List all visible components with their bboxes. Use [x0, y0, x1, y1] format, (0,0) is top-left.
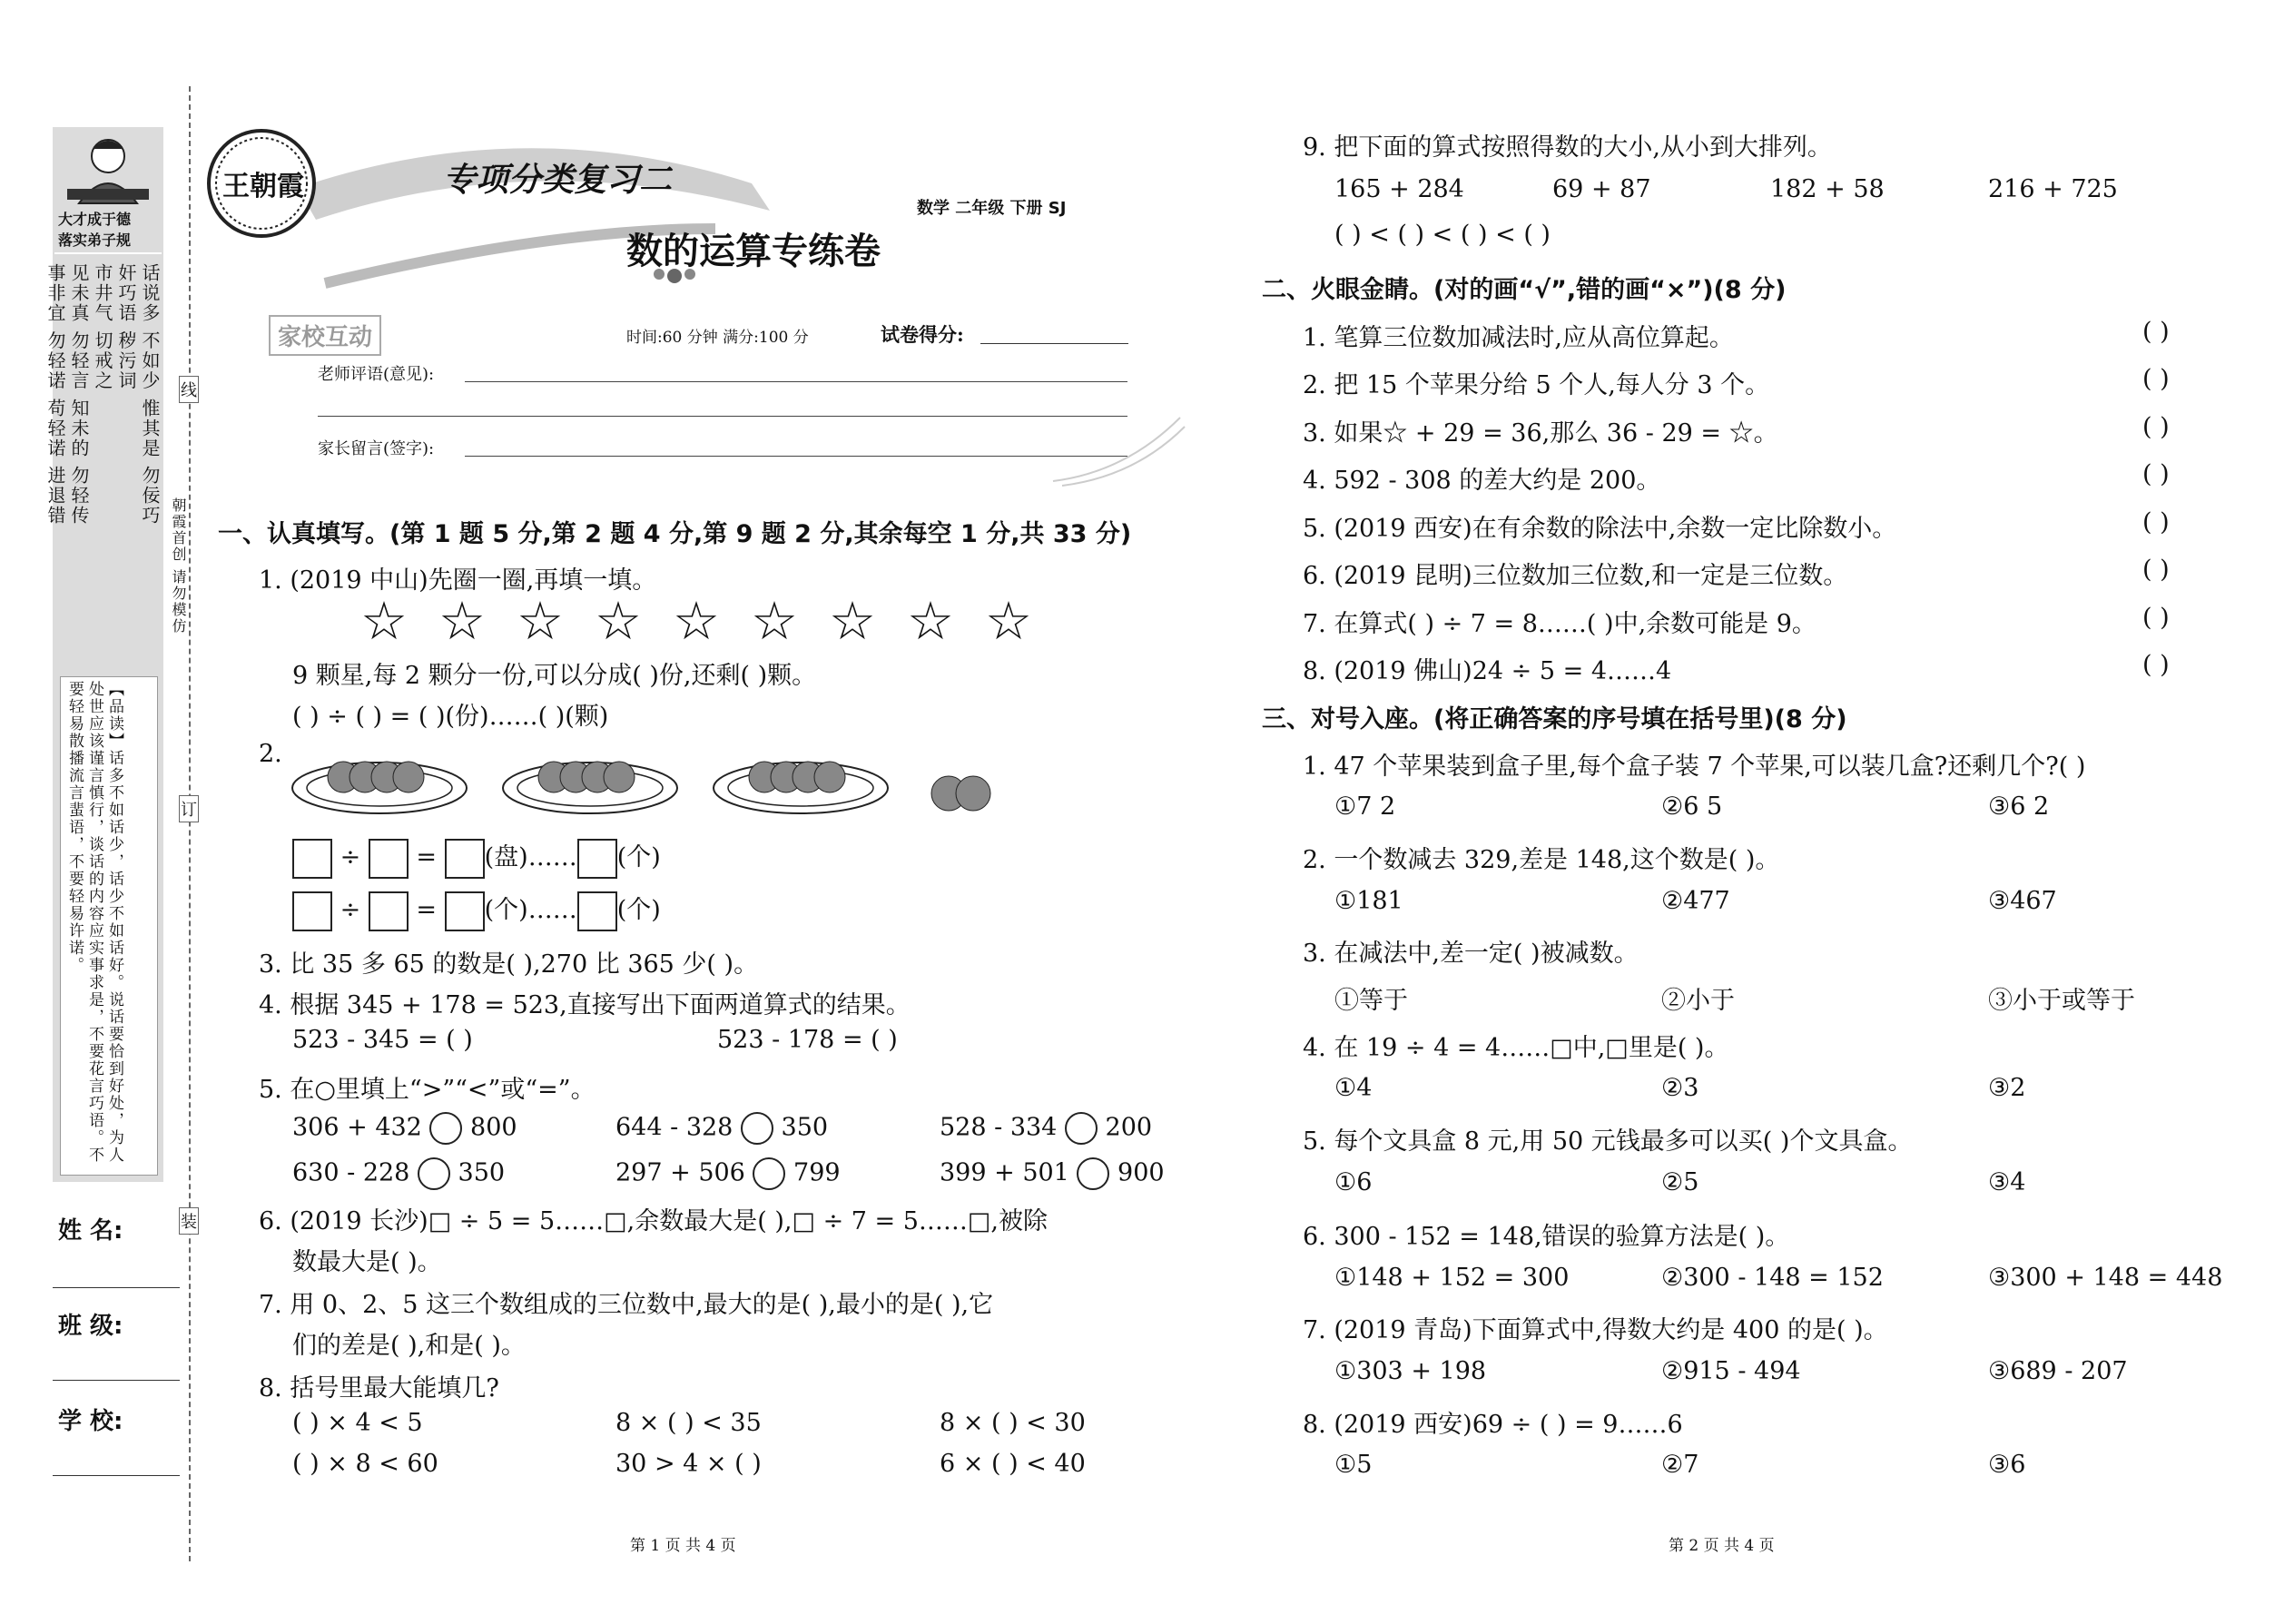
name-label: 姓 名: — [58, 1217, 123, 1245]
q9-item: 165 + 284 — [1334, 175, 1464, 203]
section-3-title: 三、对号入座。(将正确答案的序号填在括号里)(8 分) — [1262, 705, 1847, 733]
judge-item: 8. (2019 佛山)24 ÷ 5 = 4……4 — [1303, 657, 1672, 685]
choice-option[interactable]: ②300 - 148 = 152 — [1661, 1264, 1884, 1292]
choice-question: 8. (2019 西安)69 ÷ ( ) = 9……6 — [1303, 1411, 1683, 1439]
q9-item: 69 + 87 — [1552, 175, 1651, 203]
compare-circle[interactable] — [429, 1112, 462, 1145]
q2-number: 2. — [259, 740, 282, 768]
binding-mark-line: 线 — [179, 376, 199, 403]
judge-item: 4. 592 - 308 的差大约是 200。 — [1303, 467, 1661, 495]
judge-item: 3. 如果☆ + 29 = 36,那么 36 - 29 = ☆。 — [1303, 419, 1778, 448]
q9-order: ( ) < ( ) < ( ) < ( ) — [1334, 221, 1551, 249]
compare-circle[interactable] — [1065, 1112, 1098, 1145]
maxim-line: 奸巧语 秽污词 — [115, 263, 137, 391]
choice-option[interactable]: ③小于或等于 — [1988, 987, 2135, 1015]
star-icon: ☆ — [907, 590, 954, 652]
choice-option[interactable]: ③4 — [1988, 1168, 2026, 1196]
q8-item: 8 × ( ) < 35 — [615, 1409, 762, 1437]
star-icon: ☆ — [985, 590, 1032, 652]
choice-option[interactable]: ①181 — [1334, 887, 1403, 915]
divide-sign: ÷ — [340, 843, 361, 871]
pears-illustration — [290, 733, 1035, 824]
star-icon: ☆ — [829, 590, 876, 652]
choice-option[interactable]: ③6 2 — [1988, 792, 2050, 821]
time-info: 时间:60 分钟 满分:100 分 — [626, 329, 809, 347]
judge-answer[interactable]: ( ) — [2142, 460, 2170, 488]
unit-label: (盘)…… — [484, 843, 577, 871]
judge-answer[interactable]: ( ) — [2142, 365, 2170, 393]
q9-item: 182 + 58 — [1770, 175, 1885, 203]
q8-item: 6 × ( ) < 40 — [940, 1450, 1086, 1478]
q8-item: ( ) × 4 < 5 — [292, 1409, 423, 1437]
q9-text: 9. 把下面的算式按照得数的大小,从小到大排列。 — [1303, 133, 1832, 162]
choice-option[interactable]: ②6 5 — [1661, 792, 1723, 821]
judge-answer[interactable]: ( ) — [2142, 318, 2170, 346]
sidebar-line-1: 大才成于德 — [58, 211, 132, 228]
q6a-text: 6. (2019 长沙)□ ÷ 5 = 5……□,余数最大是( ),□ ÷ 7 = 5……□,被除 — [259, 1207, 1049, 1235]
sidebar-line-2: 落实弟子规 — [58, 231, 132, 249]
pear-icon — [956, 776, 990, 811]
q2-row2 — [292, 890, 661, 931]
unit-label: (个) — [616, 843, 661, 871]
maxim-line: 见未真 勿轻言 知未的 勿轻传 — [68, 263, 90, 527]
choice-question: 3. 在减法中,差一定( )被减数。 — [1303, 940, 1639, 968]
judge-item: 2. 把 15 个苹果分给 5 个人,每人分 3 个。 — [1303, 371, 1770, 399]
answer-box[interactable] — [577, 891, 617, 931]
section-1-title: 一、认真填写。(第 1 题 5 分,第 2 题 4 分,第 9 题 2 分,其余每空 1 分,共 33 分) — [218, 520, 1132, 548]
compare-circle[interactable] — [418, 1157, 450, 1190]
q3-text: 3. 比 35 多 65 的数是( ),270 比 365 少( )。 — [259, 950, 759, 979]
star-row — [345, 590, 1048, 652]
logo-text: 王朝霞 — [222, 171, 304, 202]
choice-option[interactable]: ③6 — [1988, 1451, 2026, 1479]
q6b-text: 数最大是( )。 — [292, 1248, 442, 1276]
q5-item: 399 + 501 900 — [940, 1157, 1165, 1190]
parent-comment-label: 家长留言(签字): — [318, 439, 435, 458]
star-icon: ☆ — [517, 590, 564, 652]
q2-row1 — [292, 837, 661, 879]
choice-option[interactable]: ②477 — [1661, 887, 1730, 915]
q5-text: 5. 在○里填上“>”“<”或“=”。 — [259, 1076, 596, 1104]
star-icon: ☆ — [751, 590, 798, 652]
q4a-text: 523 - 345 = ( ) — [292, 1026, 473, 1054]
decorative-lines — [1044, 408, 1189, 490]
choice-option[interactable]: ②3 — [1661, 1074, 1699, 1102]
q1b-text: ( ) ÷ ( ) = ( )(份)……( )(颗) — [292, 703, 609, 731]
answer-box[interactable] — [292, 839, 332, 879]
q7b-text: 们的差是( ),和是( )。 — [292, 1332, 526, 1360]
choice-option[interactable]: ①4 — [1334, 1074, 1373, 1102]
q8-item: 8 × ( ) < 30 — [940, 1409, 1086, 1437]
class-field[interactable] — [53, 1380, 180, 1381]
score-field[interactable] — [980, 343, 1128, 344]
choice-option[interactable]: ②小于 — [1661, 987, 1735, 1015]
compare-circle[interactable] — [753, 1157, 785, 1190]
judge-answer[interactable]: ( ) — [2142, 508, 2170, 536]
teacher-comment-label: 老师评语(意见): — [318, 365, 435, 384]
sidebar-maxims — [44, 263, 162, 681]
binding-line — [189, 86, 191, 1561]
choice-option[interactable]: ②915 - 494 — [1661, 1357, 1801, 1385]
series-title: 专项分类复习二 — [443, 162, 673, 199]
q1a-text: 9 颗星,每 2 颗分一份,可以分成( )份,还剩( )颗。 — [292, 662, 817, 690]
choice-option[interactable]: ①148 + 152 = 300 — [1334, 1264, 1570, 1292]
choice-option[interactable]: ②5 — [1661, 1168, 1699, 1196]
star-icon: ☆ — [360, 590, 408, 652]
judge-item: 5. (2019 西安)在有余数的除法中,余数一定比除数小。 — [1303, 515, 1897, 543]
q5-item: 306 + 432 800 — [292, 1112, 517, 1145]
q4b-text: 523 - 178 = ( ) — [717, 1026, 898, 1054]
plate-icon — [714, 762, 888, 813]
judge-answer[interactable]: ( ) — [2142, 651, 2170, 679]
choice-option[interactable]: ①303 + 198 — [1334, 1357, 1487, 1385]
choice-option[interactable]: ②7 — [1661, 1451, 1699, 1479]
q5-item: 644 - 328 350 — [615, 1112, 828, 1145]
page-number-left: 第 1 页 共 4 页 — [630, 1537, 736, 1555]
judge-answer[interactable]: ( ) — [2142, 556, 2170, 584]
pindu-box — [60, 676, 158, 1176]
sidebar-divider — [54, 252, 162, 254]
main-title: 数的运算专练卷 — [626, 230, 881, 272]
answer-box[interactable] — [369, 891, 409, 931]
star-icon: ☆ — [595, 590, 642, 652]
plate-icon — [503, 762, 677, 813]
star-icon: ☆ — [438, 590, 486, 652]
unit-label: (个) — [616, 896, 661, 924]
choice-question: 4. 在 19 ÷ 4 = 4……□中,□里是( )。 — [1303, 1034, 1729, 1062]
judge-answer[interactable]: ( ) — [2142, 413, 2170, 441]
section-2-title: 二、火眼金睛。(对的画“√”,错的画“×”)(8 分) — [1262, 276, 1787, 304]
page-number-right: 第 2 页 共 4 页 — [1669, 1537, 1775, 1555]
q5-item: 528 - 334 200 — [940, 1112, 1152, 1145]
subject-meta: 数学 二年级 下册 SJ — [917, 199, 1067, 218]
home-school-label: 家校互动 — [269, 315, 381, 356]
choice-option[interactable]: ①5 — [1334, 1451, 1373, 1479]
compare-circle[interactable] — [741, 1112, 773, 1145]
choice-question: 6. 300 - 152 = 148,错误的验算方法是( )。 — [1303, 1223, 1790, 1251]
equals-sign: = — [416, 896, 438, 924]
teacher-comment-line2 — [318, 416, 1127, 417]
unit-label: (个)…… — [484, 896, 577, 924]
binding-mark-order: 订 — [179, 795, 199, 822]
q8-item: ( ) × 8 < 60 — [292, 1450, 438, 1478]
choice-question: 2. 一个数减去 329,差是 148,这个数是( )。 — [1303, 846, 1780, 874]
choice-question: 5. 每个文具盒 8 元,用 50 元钱最多可以买( )个文具盒。 — [1303, 1127, 1913, 1156]
choice-option[interactable]: ③689 - 207 — [1988, 1357, 2128, 1385]
score-label: 试卷得分: — [881, 323, 964, 346]
maxim-line: 事非宜 勿轻诺 苟轻诺 进退错 — [44, 263, 66, 527]
answer-box[interactable] — [292, 891, 332, 931]
copyright-mark: 朝霞首创 请勿模仿 — [170, 497, 187, 635]
compare-circle[interactable] — [1077, 1157, 1109, 1190]
judge-answer[interactable]: ( ) — [2142, 604, 2170, 632]
divide-sign: ÷ — [340, 896, 361, 924]
choice-option[interactable]: ③300 + 148 = 448 — [1988, 1264, 2223, 1292]
answer-box[interactable] — [577, 839, 617, 879]
teacher-comment-field[interactable] — [465, 381, 1127, 382]
maxim-line: 市井气 切戒之 — [92, 263, 113, 391]
q9-item: 216 + 725 — [1988, 175, 2118, 203]
school-label: 学 校: — [58, 1408, 123, 1435]
pindu-text: 【品读】话多不如话少，话少不如话好。说话要恰到好处，为人处世应该谨言慎行，谈话的内容应实事求是，不要花言巧语。不要轻易散播流言蜚语，不要轻易许诺。 — [65, 681, 123, 1164]
q4-text: 4. 根据 345 + 178 = 523,直接写出下面两道算式的结果。 — [259, 991, 911, 1019]
answer-box[interactable] — [445, 891, 485, 931]
q5-item: 297 + 506 799 — [615, 1157, 841, 1190]
choice-option[interactable]: ③467 — [1988, 887, 2057, 915]
plate-icon — [292, 762, 467, 813]
star-icon: ☆ — [673, 590, 720, 652]
q5-item: 630 - 228 350 — [292, 1157, 505, 1190]
name-field[interactable] — [53, 1287, 180, 1288]
equals-sign: = — [416, 843, 438, 871]
judge-item: 1. 笔算三位数加减法时,应从高位算起。 — [1303, 324, 1734, 352]
choice-question: 1. 47 个苹果装到盒子里,每个盒子装 7 个苹果,可以装几盒?还剩几个?( ) — [1303, 753, 2086, 781]
choice-option[interactable]: ①6 — [1334, 1168, 1373, 1196]
binding-mark-bind: 装 — [179, 1207, 199, 1235]
maxim-line: 话说多 不如少 惟其是 勿佞巧 — [139, 263, 161, 527]
scholar-figure-icon — [56, 133, 160, 205]
judge-item: 6. (2019 昆明)三位数加三位数,和一定是三位数。 — [1303, 562, 1848, 590]
q8-text: 8. 括号里最大能填几? — [259, 1374, 499, 1403]
parent-comment-field[interactable] — [465, 456, 1127, 457]
school-field[interactable] — [53, 1475, 180, 1476]
q7a-text: 7. 用 0、2、5 这三个数组成的三位数中,最大的是( ),最小的是( ),它 — [259, 1291, 994, 1319]
choice-option[interactable]: ③2 — [1988, 1074, 2026, 1102]
q8-item: 30 > 4 × ( ) — [615, 1450, 762, 1478]
answer-box[interactable] — [369, 839, 409, 879]
class-label: 班 级: — [58, 1313, 123, 1340]
choice-option[interactable]: ①等于 — [1334, 987, 1408, 1015]
q1-text: 1. (2019 中山)先圈一圈,再填一填。 — [259, 566, 657, 595]
judge-item: 7. 在算式( ) ÷ 7 = 8……( )中,余数可能是 9。 — [1303, 610, 1816, 638]
answer-box[interactable] — [445, 839, 485, 879]
choice-question: 7. (2019 青岛)下面算式中,得数大约是 400 的是( )。 — [1303, 1316, 1888, 1344]
choice-option[interactable]: ①7 2 — [1334, 792, 1396, 821]
